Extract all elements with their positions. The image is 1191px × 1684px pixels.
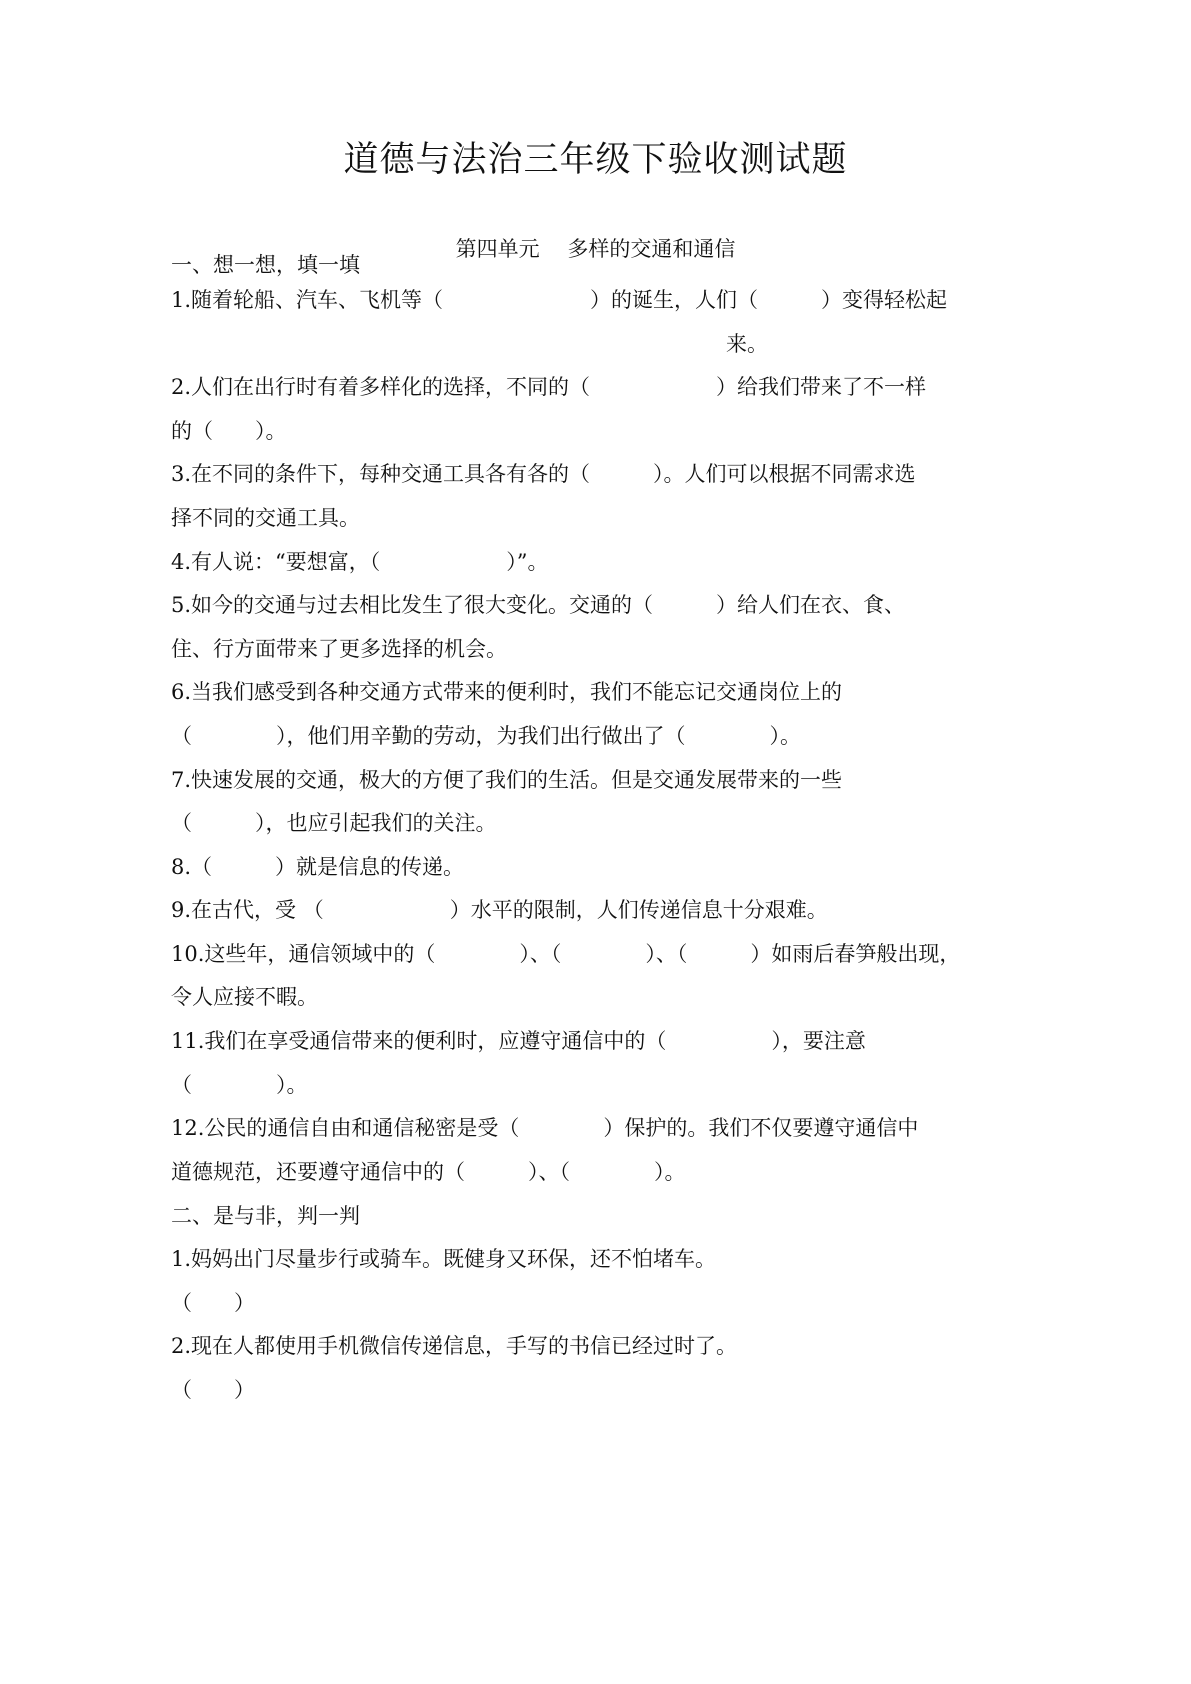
question-line: 1.随着轮船、汽车、飞机等（ ）的诞生，人们（ ）变得轻松起	[171, 288, 948, 312]
answer-parentheses: （ ）	[171, 1378, 255, 1402]
question-line: （ ），也应引起我们的关注。	[171, 811, 497, 835]
question-line: 7.快速发展的交通，极大的方便了我们的生活。但是交通发展带来的一些	[171, 768, 843, 792]
question-line-continuation: 来。	[726, 332, 768, 356]
question-line: 道德规范，还要遵守通信中的（ ）、（ ）。	[171, 1160, 686, 1184]
question-line: 择不同的交通工具。	[171, 506, 360, 530]
question-line: 11.我们在享受通信带来的便利时，应遵守通信中的（ ），要注意	[171, 1029, 866, 1053]
question-line: 6.当我们感受到各种交通方式带来的便利时，我们不能忘记交通岗位上的	[171, 680, 843, 704]
question-line: 4.有人说：“要想富，（ ）”。	[171, 550, 549, 574]
question-line: 5.如今的交通与过去相比发生了很大变化。交通的（ ）给人们在衣、食、	[171, 593, 906, 617]
section-heading-true-false: 二、是与非，判一判	[171, 1204, 360, 1228]
unit-heading: 第四单元 多样的交通和通信	[455, 237, 736, 261]
answer-parentheses: （ ）	[171, 1291, 255, 1315]
question-line: 令人应接不暇。	[171, 985, 318, 1009]
section-heading-fill-blank: 一、想一想，填一填	[171, 253, 360, 277]
question-line: 2.现在人都使用手机微信传递信息，手写的书信已经过时了。	[171, 1334, 738, 1358]
question-line: 1.妈妈出门尽量步行或骑车。既健身又环保，还不怕堵车。	[171, 1247, 717, 1271]
question-line: 住、行方面带来了更多选择的机会。	[171, 637, 507, 661]
question-line: 12.公民的通信自由和通信秘密是受（ ）保护的。我们不仅要遵守通信中	[171, 1116, 919, 1140]
question-line: 的（ ）。	[171, 419, 287, 443]
question-line: 10.这些年，通信领域中的（ ）、（ ）、（ ）如雨后春笋般出现，	[171, 942, 961, 966]
page-title: 道德与法治三年级下验收测试题	[343, 140, 848, 180]
question-line: （ ）。	[171, 1073, 308, 1097]
question-line: 3.在不同的条件下，每种交通工具各有各的（ ）。人们可以根据不同需求选	[171, 462, 916, 486]
question-line: （ ），他们用辛勤的劳动，为我们出行做出了（ ）。	[171, 724, 801, 748]
question-line: 2.人们在出行时有着多样化的选择，不同的（ ）给我们带来了不一样	[171, 375, 927, 399]
question-line: 9.在古代，受 （ ）水平的限制，人们传递信息十分艰难。	[171, 898, 828, 922]
question-line: 8.（ ）就是信息的传递。	[171, 855, 465, 879]
